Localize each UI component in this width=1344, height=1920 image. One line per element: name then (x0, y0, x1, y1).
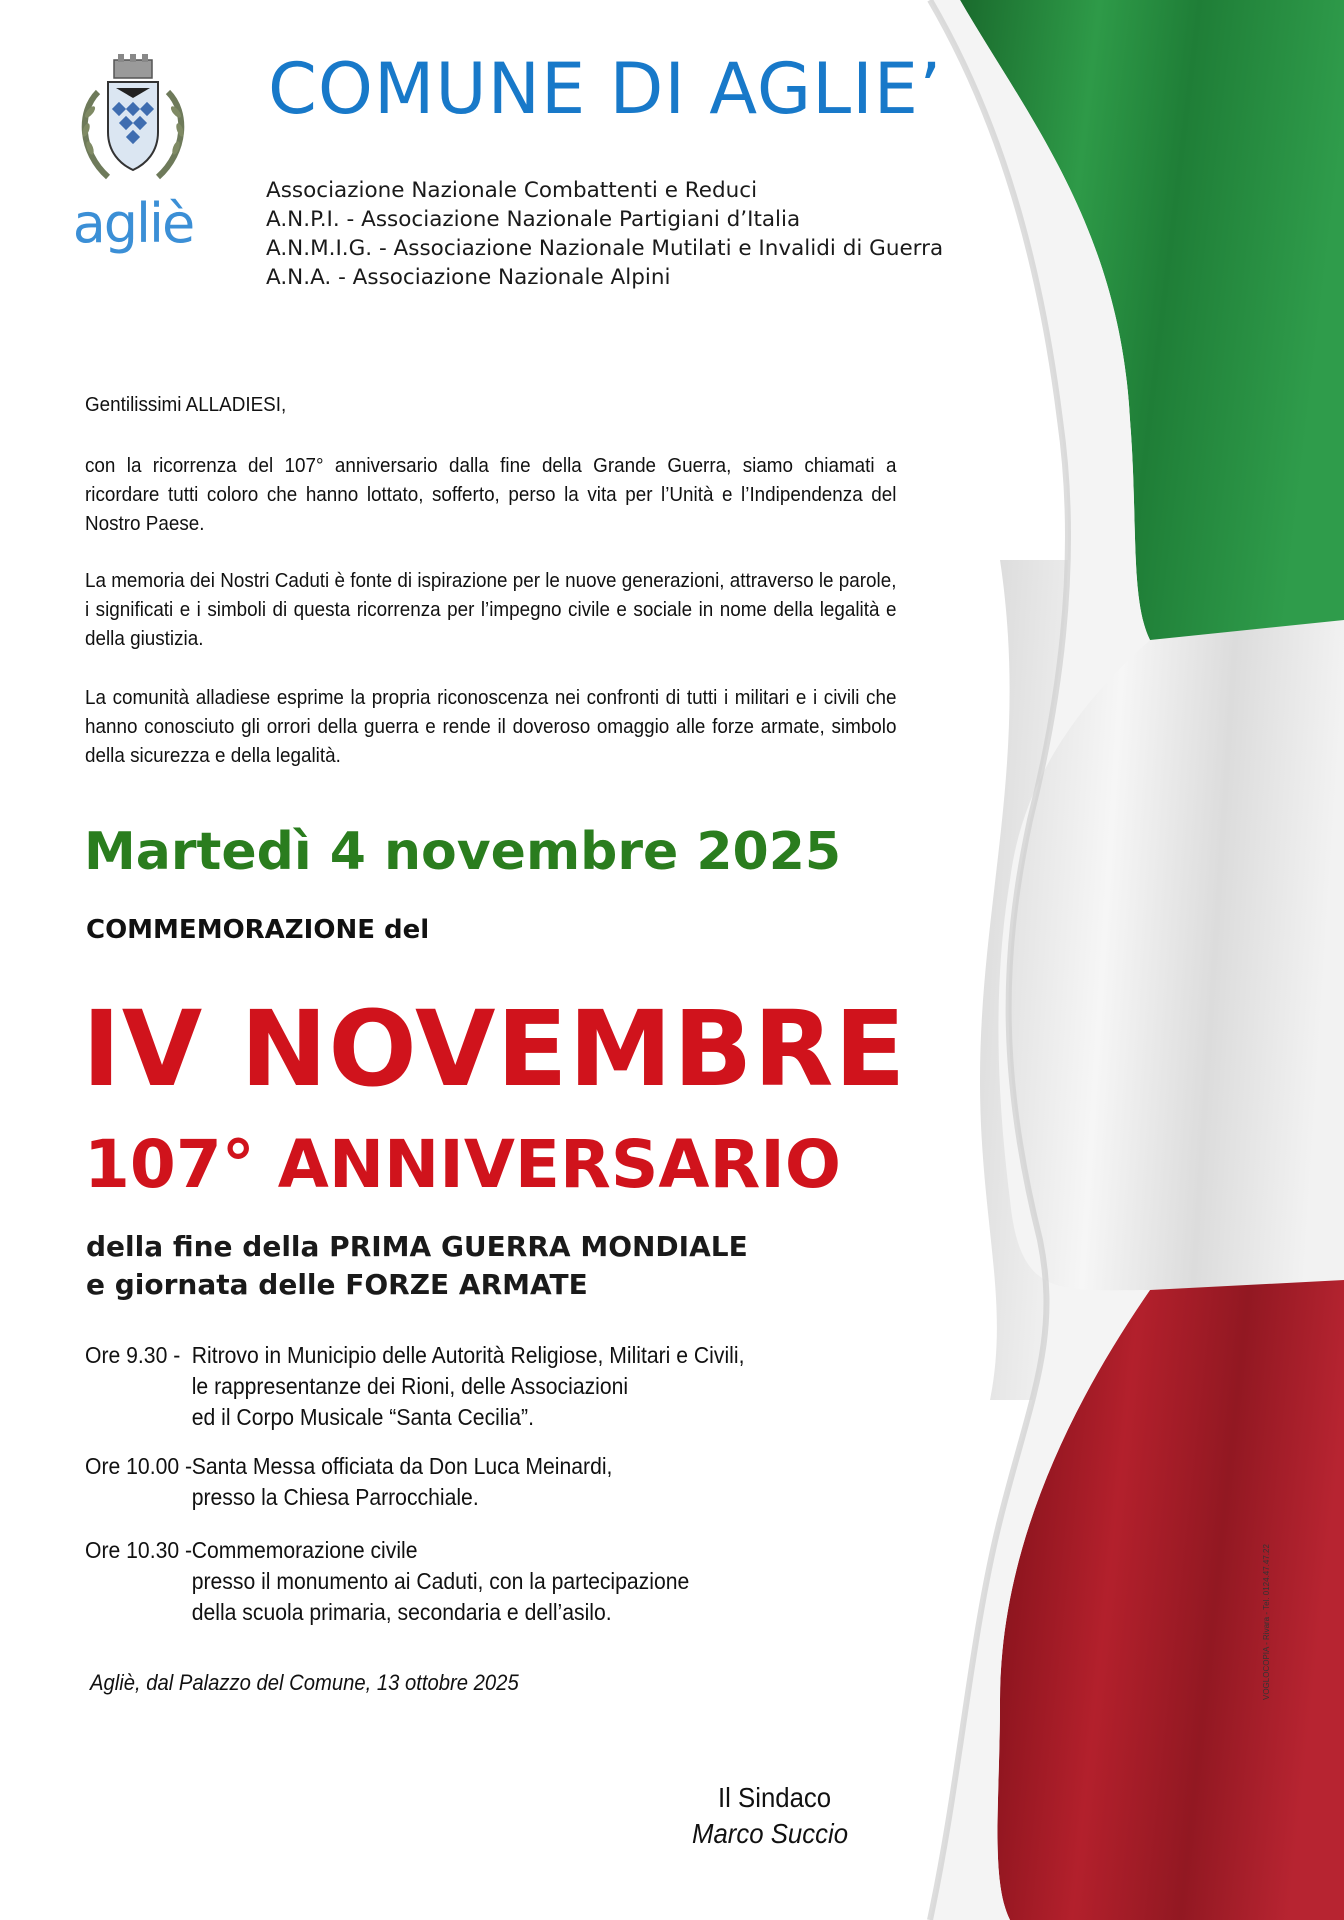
commemoration-label: COMMEMORAZIONE del (86, 915, 430, 945)
subtitle-line: della fine della PRIMA GUERRA MONDIALE (86, 1230, 748, 1263)
event-subtitle (86, 1228, 748, 1304)
crest-icon (68, 52, 198, 192)
association-line: A.N.P.I. - Associazione Nazionale Partigiani d’Italia (266, 207, 801, 232)
schedule-time: Ore 10.30 - (85, 1537, 193, 1563)
letter-paragraph: La memoria dei Nostri Caduti è fonte di ispirazione per le nuove generazioni, attraverso le parole, i significati e i simboli di questa ricorrenza per l’impegno civile e sociale in nome della legalità e della giustizia. (85, 569, 897, 650)
subtitle-line: e giornata delle FORZE ARMATE (86, 1268, 588, 1301)
schedule-line: Santa Messa officiata da Don Luca Meinardi, (191, 1453, 613, 1479)
schedule-time: Ore 9.30 - (85, 1342, 181, 1368)
flag-white-band (980, 560, 1344, 1400)
letter-paragraph: La comunità alladiese esprime la propria riconoscenza nei confronti di tutti i militari e i civili che hanno conosciuto gli orrori della guerra e rende il doveroso omaggio alle forze armate, simbolo della sicurezza e della legalità. (85, 686, 897, 767)
anniversary-heading: 107° ANNIVERSARIO (84, 1126, 841, 1203)
schedule-line: presso la Chiesa Parrocchiale. (191, 1484, 479, 1510)
comune-crest-logo (68, 52, 198, 262)
schedule-line: Ritrovo in Municipio delle Autorità Religiose, Militari e Civili, (191, 1342, 745, 1368)
schedule-line: le rappresentanze dei Rioni, delle Associazioni (191, 1373, 629, 1399)
signature-name: Marco Succio (692, 1818, 849, 1849)
schedule-line: presso il monumento ai Caduti, con la partecipazione (191, 1568, 690, 1594)
printer-credit: VOGLOCOPIA - Rivara - Tel. 0124.47.47.22 (1262, 1544, 1271, 1700)
schedule-line: della scuola primaria, secondaria e dell’asilo. (191, 1599, 612, 1625)
place-and-date: Agliè, dal Palazzo del Comune, 13 ottobre 2025 (90, 1670, 519, 1695)
event-date: Martedì 4 novembre 2025 (84, 822, 842, 882)
page-title: COMUNE DI AGLIE’ (268, 48, 943, 130)
event-headline: IV NOVEMBRE (82, 988, 907, 1110)
association-line: A.N.A. - Associazione Nazionale Alpini (266, 265, 671, 290)
schedule-line: Commemorazione civile (191, 1537, 418, 1563)
letter-paragraph: con la ricorrenza del 107° anniversario dalla fine della Grande Guerra, siamo chiamati a ricordare tutti coloro che hanno lottato, sofferto, perso la vita per l’Unità e l’Indipendenza del Nostro Paese. (85, 454, 897, 535)
letter-greeting: Gentilissimi ALLADIESI, (85, 393, 287, 416)
signature-role: Il Sindaco (718, 1782, 832, 1813)
associations-list (266, 176, 943, 292)
association-line: Associazione Nazionale Combattenti e Reduci (266, 178, 758, 203)
schedule-line: ed il Corpo Musicale “Santa Cecilia”. (191, 1404, 534, 1430)
association-line: A.N.M.I.G. - Associazione Nazionale Mutilati e Invalidi di Guerra (266, 236, 944, 261)
logo-wordmark: agliè (72, 192, 194, 255)
schedule-time: Ore 10.00 - (85, 1453, 193, 1479)
